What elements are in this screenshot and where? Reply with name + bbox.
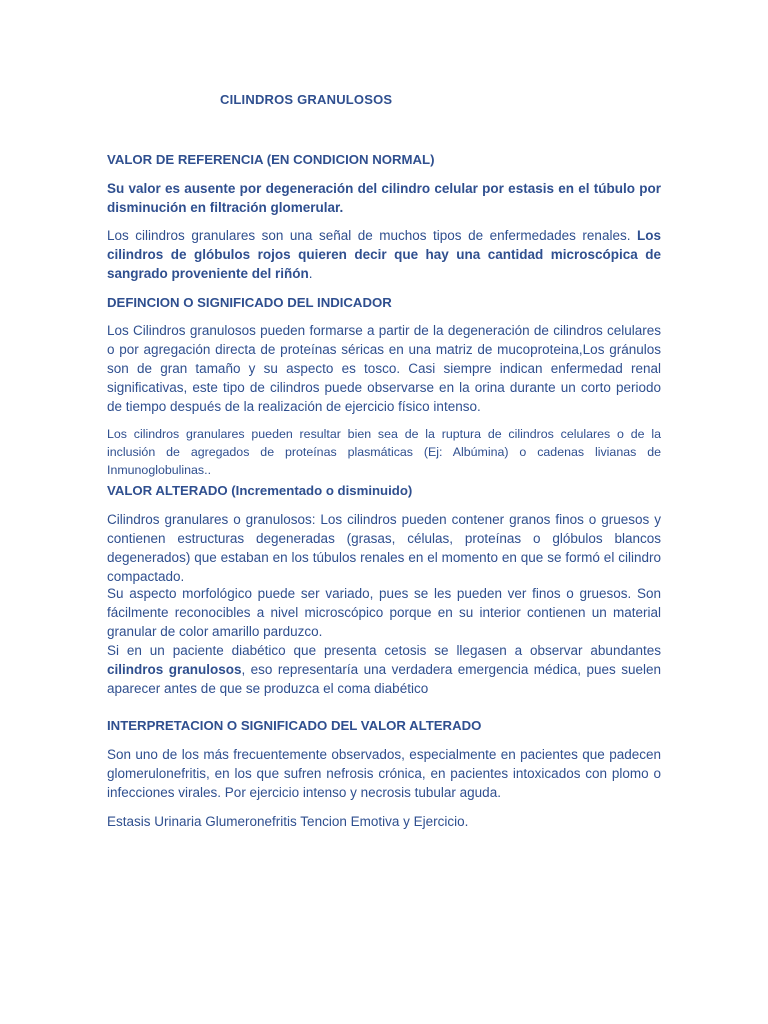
heading-valor-referencia: VALOR DE REFERENCIA (EN CONDICION NORMAL) — [107, 152, 435, 167]
altered-paragraph-1: Cilindros granulares o granulosos: Los cilindros pueden contener granos finos o gruesos y contienen estructuras degeneradas (grasas, células, proteínas o glóbulos blancos degenerados) que estaban en los túbulos renales en el momento en que se formó el cilindro compactado. — [107, 512, 661, 584]
interpretation-paragraph-2: Estasis Urinaria Glumeronefritis Tencion Emotiva y Ejercicio. — [107, 814, 469, 829]
altered-paragraph-2: Su aspecto morfológico puede ser variado, pues se les pueden ver finos o gruesos. Son fácilmente reconocibles a nivel microscópico porque en su interior contienen un material granular de color amarillo parduzco. — [107, 586, 661, 639]
altered-paragraph-3 — [107, 641, 661, 698]
reference-value-paragraph: Su valor es ausente por degeneración del cilindro celular por estasis en el túbulo por disminución en filtración glomerular. — [107, 181, 661, 215]
p3-start-text: Si en un paciente diabético que presenta cetosis se llegasen a observar abundantes — [107, 643, 661, 658]
definition-paragraph-1: Los Cilindros granulosos pueden formarse a partir de la degeneración de cilindros celulares o por agregación directa de proteínas séricas en una matriz de mucoproteina,Los gránulos son de gran tamaño y su aspecto es tosco. Casi siempre indican enfermedad renal significativas, este tipo de cilindros puede observarse en la orina durante un corto periodo de tiempo después de la realización de ejercicio físico intenso. — [107, 323, 661, 414]
interpretation-paragraph-1: Son uno de los más frecuentemente observados, especialmente en pacientes que padecen glomerulonefritis, en los que sufren nefrosis crónica, en pacientes intoxicados con plomo o infecciones virales. Por ejercicio intenso y necrosis tubular aguda. — [107, 747, 661, 800]
heading-definicion: DEFINCION O SIGNIFICADO DEL INDICADOR — [107, 295, 392, 310]
intro-normal-text: Los cilindros granulares son una señal de muchos tipos de enfermedades renales. — [107, 228, 637, 243]
heading-valor-alterado: VALOR ALTERADO (Incrementado o disminuido) — [107, 483, 413, 498]
cylinders-intro-paragraph — [107, 226, 661, 283]
definition-paragraph-2: Los cilindros granulares pueden resultar bien sea de la ruptura de cilindros celulares o de la inclusión de agregados de proteínas plasmáticas (Ej: Albúmina) o cadenas livianas de Inmunoglobulinas.. — [107, 427, 661, 477]
intro-bold-text: Los cilindros de glóbulos rojos quieren decir que hay una cantidad microscópica de sangrado proveniente del riñón — [107, 228, 661, 281]
intro-end-text: . — [308, 266, 313, 281]
document-title: CILINDROS GRANULOSOS — [220, 92, 393, 107]
p3-bold-text: cilindros granulosos — [107, 662, 242, 677]
heading-interpretacion: INTERPRETACION O SIGNIFICADO DEL VALOR ALTERADO — [107, 718, 482, 733]
p3-end-text: , eso representaría una verdadera emergencia médica, pues suelen aparecer antes de que se produzca el coma diabético — [107, 662, 661, 696]
